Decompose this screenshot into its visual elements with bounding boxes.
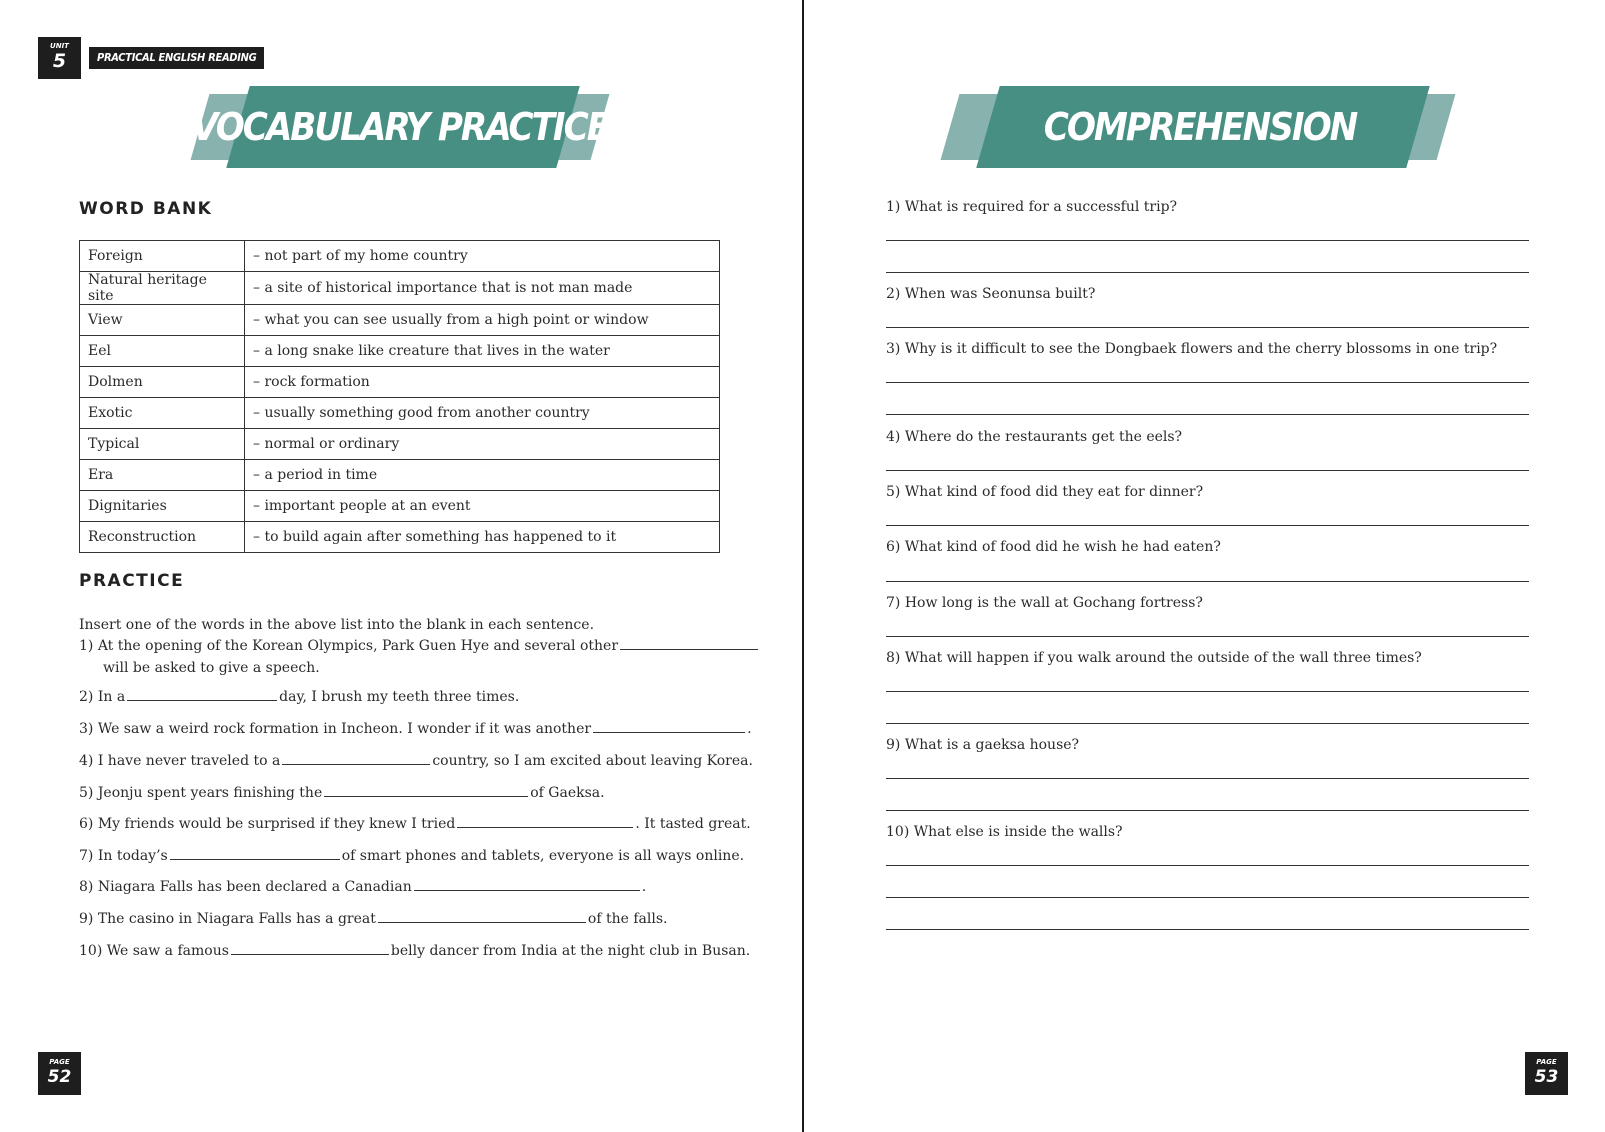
word-bank-definition: – a long snake like creature that lives in the water [245, 336, 720, 367]
page-number: 52 [47, 1067, 72, 1087]
answer-line[interactable] [886, 525, 1529, 526]
sentence-text-after: of Gaeksa. [530, 785, 605, 801]
word-bank-term: Reconstruction [80, 522, 245, 553]
word-bank-row [80, 398, 720, 429]
page-number-badge-right [1525, 1052, 1568, 1095]
answer-line[interactable] [886, 382, 1529, 383]
comprehension-question: 8) What will happen if you walk around the outside of the wall three times? [886, 650, 1422, 666]
practice-sentence [79, 909, 667, 927]
comprehension-question: 10) What else is inside the walls? [886, 824, 1123, 840]
vocabulary-practice-banner [190, 86, 610, 168]
fill-in-blank[interactable] [170, 846, 340, 860]
sentence-text-after: . [747, 721, 752, 737]
fill-in-blank[interactable] [231, 941, 389, 955]
sentence-text-before: 3) We saw a weird rock formation in Incheon. I wonder if it was another [79, 721, 592, 737]
fill-in-blank[interactable] [593, 719, 745, 733]
answer-line[interactable] [886, 723, 1529, 724]
fill-in-blank[interactable] [282, 751, 430, 765]
answer-line[interactable] [886, 810, 1529, 811]
answer-line[interactable] [886, 778, 1529, 779]
sentence-continuation: will be asked to give a speech. [103, 660, 320, 676]
practice-instructions: Insert one of the words in the above list into the blank in each sentence. [79, 617, 595, 633]
banner-title: COMPREHENSION QUESTIONS [1043, 105, 1357, 231]
practice-sentence [79, 636, 760, 676]
word-bank-row [80, 491, 720, 522]
practice-sentence [79, 751, 753, 769]
fill-in-blank[interactable] [620, 636, 758, 650]
comprehension-question: 3) Why is it difficult to see the Dongbaek flowers and the cherry blossoms in one trip? [886, 341, 1498, 357]
word-bank-definition: – usually something good from another country [245, 398, 720, 429]
sentence-text-after: country, so I am excited about leaving Korea. [432, 753, 753, 769]
page-number: 53 [1534, 1067, 1559, 1087]
word-bank-definition: – not part of my home country [245, 241, 720, 272]
unit-number: 5 [52, 50, 67, 72]
comprehension-question: 2) When was Seonunsa built? [886, 286, 1096, 302]
answer-line[interactable] [886, 636, 1529, 637]
sentence-text-after: of the falls. [587, 911, 668, 927]
word-bank-term: Typical [80, 429, 245, 460]
fill-in-blank[interactable] [127, 687, 277, 701]
unit-label: UNIT [50, 42, 69, 50]
word-bank-term: Foreign [80, 241, 245, 272]
comprehension-question: 4) Where do the restaurants get the eels? [886, 429, 1183, 445]
word-bank-definition: – a site of historical importance that is not man made [245, 272, 720, 305]
word-bank-term: Dignitaries [80, 491, 245, 522]
fill-in-blank[interactable] [378, 909, 586, 923]
comprehension-question: 5) What kind of food did they eat for dinner? [886, 484, 1204, 500]
answer-line[interactable] [886, 272, 1529, 273]
sentence-text-after: . It tasted great. [635, 816, 751, 832]
sentence-text-before: 7) In today’s [79, 848, 168, 864]
answer-line[interactable] [886, 327, 1529, 328]
fill-in-blank[interactable] [324, 783, 528, 797]
practice-sentence [79, 941, 750, 959]
word-bank-term: Era [80, 460, 245, 491]
word-bank-definition: – rock formation [245, 367, 720, 398]
word-bank-definition: – important people at an event [245, 491, 720, 522]
page-label: PAGE [1536, 1058, 1557, 1066]
sentence-text-before: 2) In a [79, 689, 126, 705]
sentence-text-after: belly dancer from India at the night club in Busan. [390, 943, 751, 959]
sentence-text-before: 6) My friends would be surprised if they knew I tried [79, 816, 456, 832]
practice-sentence [79, 814, 751, 832]
word-bank-table [79, 240, 720, 553]
sentence-text-before: 4) I have never traveled to a [79, 753, 281, 769]
sentence-text-before: 9) The casino in Niagara Falls has a great [79, 911, 376, 927]
word-bank-row [80, 241, 720, 272]
sentence-text-after: . [641, 879, 647, 895]
word-bank-row [80, 429, 720, 460]
word-bank-row [80, 336, 720, 367]
practice-sentence [79, 846, 744, 864]
practice-sentence [79, 719, 752, 737]
practice-sentence [79, 783, 605, 801]
answer-line[interactable] [886, 414, 1529, 415]
page-number-badge-left [38, 1052, 81, 1095]
sentence-text-before: 10) We saw a famous [79, 943, 229, 959]
practice-sentence [79, 687, 519, 705]
page-label: PAGE [49, 1058, 70, 1066]
sentence-text-before: 1) At the opening of the Korean Olympics, Park Guen Hye and several other [79, 638, 619, 654]
word-bank-row [80, 460, 720, 491]
sentence-text-before: 8) Niagara Falls has been declared a Canadian [79, 879, 412, 895]
word-bank-term: View [80, 305, 245, 336]
series-title: PRACTICAL ENGLISH READING [89, 47, 264, 69]
answer-line[interactable] [886, 929, 1529, 930]
fill-in-blank[interactable] [457, 814, 633, 828]
left-page [0, 0, 802, 1132]
word-bank-row [80, 305, 720, 336]
answer-line[interactable] [886, 240, 1529, 241]
word-bank-row [80, 522, 720, 553]
word-bank-term: Dolmen [80, 367, 245, 398]
sentence-text-before: 5) Jeonju spent years finishing the [79, 785, 323, 801]
practice-sentence [79, 877, 646, 895]
word-bank-term: Eel [80, 336, 245, 367]
comprehension-question: 9) What is a gaeksa house? [886, 737, 1080, 753]
word-bank-row [80, 272, 720, 305]
answer-line[interactable] [886, 470, 1529, 471]
fill-in-blank[interactable] [414, 877, 640, 891]
word-bank-term: Natural heritage site [80, 272, 245, 305]
word-bank-definition: – a period in time [245, 460, 720, 491]
word-bank-heading: WORD BANK [79, 199, 213, 219]
word-bank-term: Exotic [80, 398, 245, 429]
comprehension-question: 1) What is required for a successful trip? [886, 199, 1178, 215]
answer-line[interactable] [886, 897, 1529, 898]
book-spine-divider [802, 0, 804, 1132]
comprehension-question: 7) How long is the wall at Gochang fortress? [886, 595, 1203, 611]
sentence-text-after: of smart phones and tablets, everyone is all ways online. [341, 848, 745, 864]
answer-line[interactable] [886, 581, 1529, 582]
answer-line[interactable] [886, 691, 1529, 692]
word-bank-definition: – to build again after something has happened to it [245, 522, 720, 553]
word-bank-definition: – what you can see usually from a high point or window [245, 305, 720, 336]
word-bank-definition: – normal or ordinary [245, 429, 720, 460]
unit-badge [38, 37, 81, 79]
practice-heading: PRACTICE [79, 571, 185, 591]
comprehension-question: 6) What kind of food did he wish he had eaten? [886, 539, 1221, 555]
word-bank-row [80, 367, 720, 398]
sentence-text-after: day, I brush my teeth three times. [279, 689, 520, 705]
banner-title: VOCABULARY PRACTICE [191, 105, 609, 149]
answer-line[interactable] [886, 865, 1529, 866]
